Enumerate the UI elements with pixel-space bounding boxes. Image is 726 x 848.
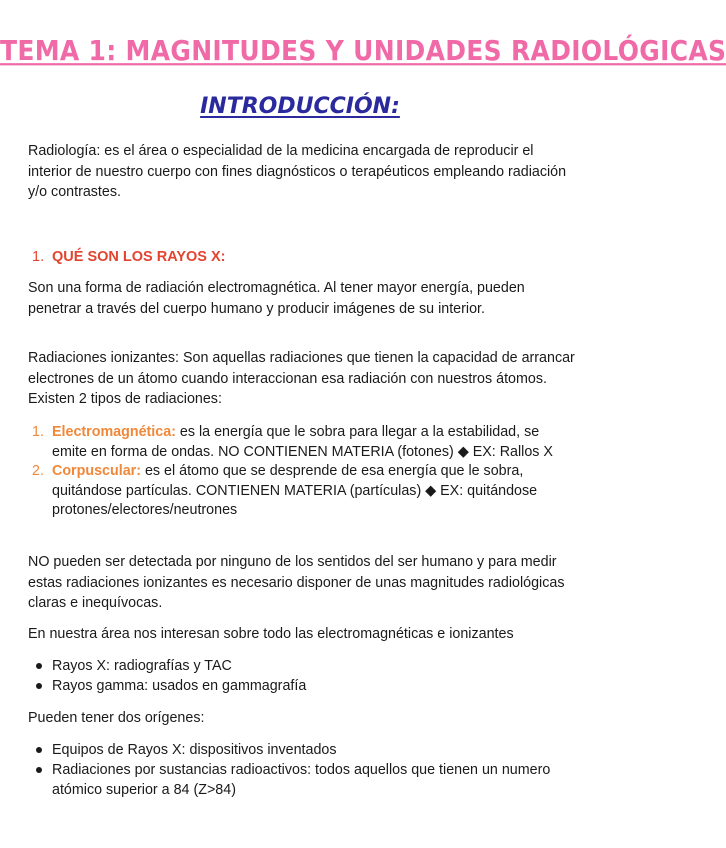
- radiation-examples-list: [36, 656, 576, 696]
- item-number: 2.: [32, 463, 44, 479]
- list-item: [36, 656, 576, 676]
- section-subtitle: INTRODUCCIÓN:: [200, 94, 400, 119]
- intro-paragraph: Radiología: es el área o especialidad de la medicina encargada de reproducir el interior de nuestro cuerpo con fines diagnósticos o terapéuticos empleando radiación y/o contrastes.: [28, 143, 567, 200]
- list-item: [32, 423, 578, 462]
- item-text: es el átomo que se desprende de esa energía que le sobra, quitándose partículas. CONTIENEN MATERIA (partículas) ◆ EX: quitándose protones/electores/neutrones: [52, 463, 538, 518]
- list-item: [36, 760, 576, 800]
- ionizing-radiation-paragraph: Radiaciones ionizantes: Son aquellas radiaciones que tienen la capacidad de arrancar electrones de un átomo cuando interaccionan esa radiación con nuestros átomos. Existen 2 tipos de radiaciones:: [28, 350, 575, 407]
- section-number: 1.: [32, 249, 45, 265]
- item-keyword: Electromagnética:: [52, 424, 176, 440]
- item-text: es la energía que le sobra para llegar a la estabilidad, se emite en forma de ondas. NO CONTIENEN MATERIA (fotones) ◆ EX: Rallos X: [52, 424, 553, 460]
- section-heading-text: QUÉ SON LOS RAYOS X:: [52, 249, 226, 265]
- document-title: TEMA 1: MAGNITUDES Y UNIDADES RADIOLÓGICAS: [0, 34, 726, 67]
- list-item: [36, 676, 576, 696]
- bullet-icon: [36, 767, 42, 773]
- radiation-types-list: [32, 423, 578, 521]
- list-item-text: Equipos de Rayos X: dispositivos inventados: [52, 742, 337, 758]
- list-item: [36, 740, 576, 760]
- origins-paragraph: Pueden tener dos orígenes:: [28, 710, 205, 726]
- item-keyword: Corpuscular:: [52, 463, 141, 479]
- section-heading-1: [32, 247, 226, 267]
- list-item-text: Rayos X: radiografías y TAC: [52, 658, 232, 674]
- interest-paragraph: En nuestra área nos interesan sobre todo las electromagnéticas e ionizantes: [28, 626, 514, 642]
- item-number: 1.: [32, 424, 44, 440]
- bullet-icon: [36, 683, 42, 689]
- list-item: [32, 462, 578, 521]
- list-item-text: Rayos gamma: usados en gammagrafía: [52, 678, 307, 694]
- origins-list: [36, 740, 576, 800]
- detection-paragraph: NO pueden ser detectada por ninguno de los sentidos del ser humano y para medir estas radiaciones ionizantes es necesario disponer de unas magnitudes radiológicas claras e inequívocas.: [28, 554, 565, 611]
- xray-definition-paragraph: Son una forma de radiación electromagnética. Al tener mayor energía, pueden penetrar a través del cuerpo humano y producir imágenes de su interior.: [28, 280, 525, 317]
- bullet-icon: [36, 747, 42, 753]
- list-item-text: Radiaciones por sustancias radioactivos: todos aquellos que tienen un numero atómico superior a 84 (Z>84): [52, 762, 551, 798]
- bullet-icon: [36, 663, 42, 669]
